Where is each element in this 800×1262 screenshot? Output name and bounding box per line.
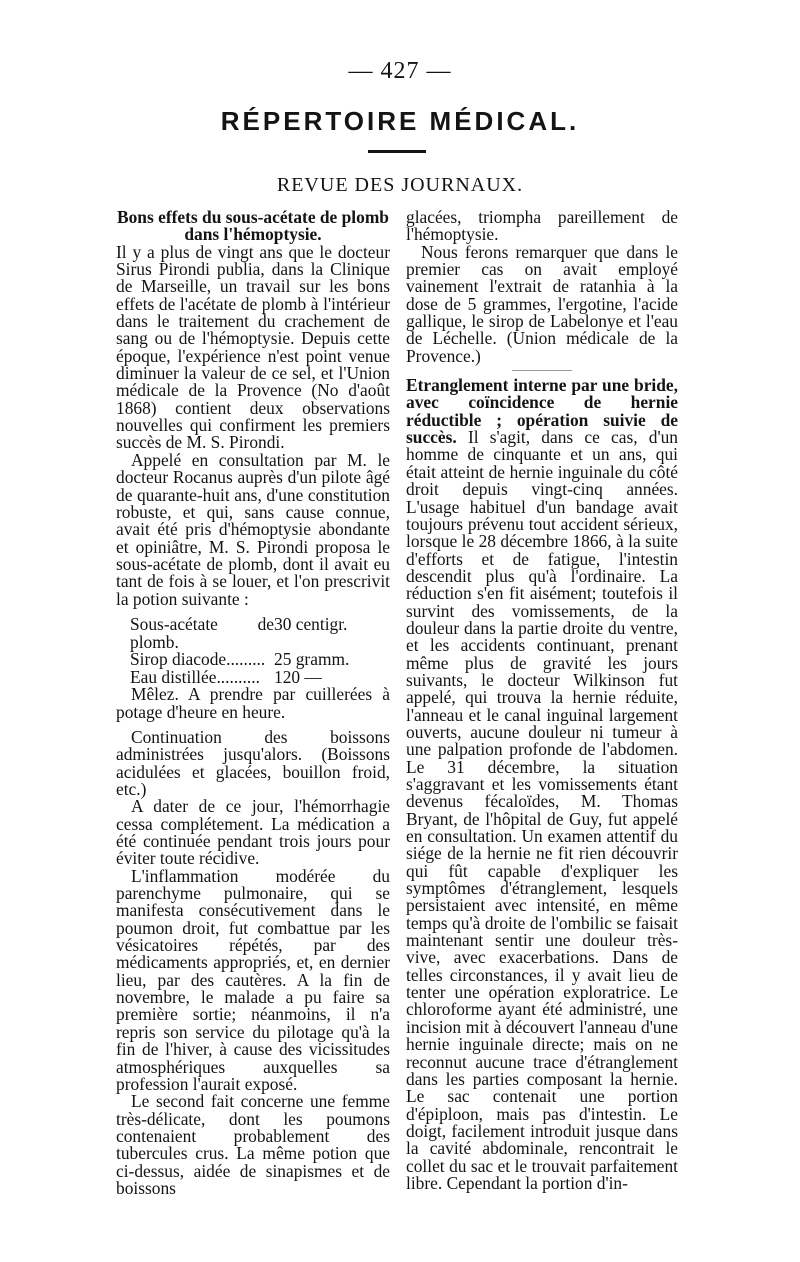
left-column	[116, 209, 390, 1197]
prescription-item: Sirop diacode.........	[130, 649, 266, 670]
journal-title: RÉPERTOIRE MÉDICAL.	[220, 106, 580, 136]
paragraph: Il y a plus de vingt ans que le docteur Sirus Pirondi publia, dans la Clinique de Marseille, un travail sur les bons effets de l'acétate de plomb à l'intérieur dans le traitement du crachement de sang ou de l'hémoptysie. Depuis cette époque, l'expérience n'est point venue diminuer la valeur de ce sel, et l'Union médicale de la Provence (No d'août 1868) contient deux observations nouvelles qui confirment les premiers succès de M. S. Pirondi.	[116, 241, 390, 453]
prescription-item: Sous-acétate de plomb.	[130, 613, 274, 652]
paragraph: Le second fait concerne une femme très-délicate, dont les poumons contenaient probablement des tubercules crus. La même potion que ci-dessus, aidée de sinapismes et de boissons	[116, 1091, 390, 1198]
prescription-quantity: 30 centigr.	[274, 613, 348, 634]
article-title-strangulation: Etranglement interne par une bride, avec coïncidence de hernie réductible ; opération suivie de succès.	[406, 375, 678, 448]
paragraph: A dater de ce jour, l'hémorrhagie cessa complétement. La médication a été continuée pendant trois jours pour éviter toute récidive.	[116, 796, 390, 869]
paragraph: glacées, triompha pareillement de l'hémoptysie.	[406, 207, 678, 245]
article-strangulation	[406, 377, 678, 1192]
prescription-item: Eau distillée..........	[130, 666, 260, 687]
prescription-table	[130, 613, 362, 687]
page-number: — 427 —	[348, 58, 452, 84]
paragraph-text: Il s'agit, dans ce cas, d'un homme de cinquante et un ans, qui était atteint de hernie inguinale du côté droit depuis vingt-cinq années. L'usage habituel d'un bandage avait toujours prévenu tout accident sérieux, lorsque le 28 décembre 1866, à la suite d'efforts et de fatigue, l'intestin descendit plus qu'à l'ordinaire. La réduction s'en fit aisément; toutefois il survint des vomissements, de la douleur dans la partie droite du ventre, et les accidents continuant, prenant même plus de gravité les jours suivants, le docteur Wilkinson fut appelé, qui trouva la hernie réduite, l'anneau et le canal inguinal largement ouverts, aucune douleur ni tumeur à une palpation profonde de l'abdomen. Le 31 décembre, la situation s'aggravant et les vomissements étant devenus fécaloïdes, M. Thomas Bryant, de l'hôpital de Guy, fut appelé en consultation. Un examen attentif du siége de la hernie ne fit rien découvrir qui fût capable d'expliquer les symptômes d'étranglement, lesquels persistaient avec intensité, en même temps qu'à droite de l'ombilic se faisait maintenant sentir une douleur très-vive, avec exacerbations. Dans de telles circonstances, il y avait lieu de tenter une opération exploratrice. Le chloroforme ayant été administré, une incision mit à découvert l'anneau d'une hernie inguinale directe; mais on ne reconnut aucune trace d'étranglement dans les parties composant la hernie. Le sac contenait une portion d'épiploon, mais pas d'intestin. Le doigt, facilement introduit jusque dans la cavité abdominale, rencontrait le collet du sac et le trouvait parfaitement libre. Cependant la portion d'in-	[406, 427, 678, 1193]
paragraph: L'inflammation modérée du parenchyme pulmonaire, qui se manifesta consécutivement dans le poumon droit, fut combattue par les vésicatoires répétés, par des médicaments appropriés, et, en dernier lieu, par des cautères. A la fin de novembre, le malade a pu faire sa première sortie; néanmoins, il n'a repris son service du pilotage qu'à la fin de l'hiver, à cause des vicissitudes atmosphériques auxquelles sa profession l'aurait exposé.	[116, 865, 390, 1094]
right-column	[406, 209, 678, 1192]
prescription-quantity: 120 —	[274, 666, 322, 687]
paragraph: Continuation des boissons administrées jusqu'alors. (Boissons acidulées et glacées, bouillon froid, etc.)	[116, 726, 390, 799]
paragraph: Appelé en consultation par M. le docteur Rocanus auprès d'un pilote âgé de quarante-huit ans, d'une constitution robuste, et qui, sans cause connue, avait été pris d'hémoptysie abondante et opiniâtre, M. S. Pirondi proposa le sous-acétate de plomb, dont il avait eu tant de fois à se louer, et l'on prescrivit la potion suivante :	[116, 449, 390, 609]
article-title-hemoptysis: Bons effets du sous-acétate de plomb dans l'hémoptysie.	[117, 207, 389, 245]
paragraph: Mêlez. A prendre par cuillerées à potage d'heure en heure.	[116, 684, 390, 722]
prescription-quantity: 25 gramm.	[274, 649, 350, 670]
article-separator	[512, 370, 572, 371]
title-rule	[368, 150, 426, 153]
prescription-row	[130, 613, 362, 652]
paragraph: Nous ferons remarquer que dans le premier cas on avait employé vainement l'extrait de ratanhia à la dose de 5 grammes, l'ergotine, l'acide gallique, le sirop de Labelonye et l'eau de Léchelle. (Union médicale de la Provence.)	[406, 241, 678, 366]
section-title: REVUE DES JOURNAUX.	[276, 174, 524, 196]
